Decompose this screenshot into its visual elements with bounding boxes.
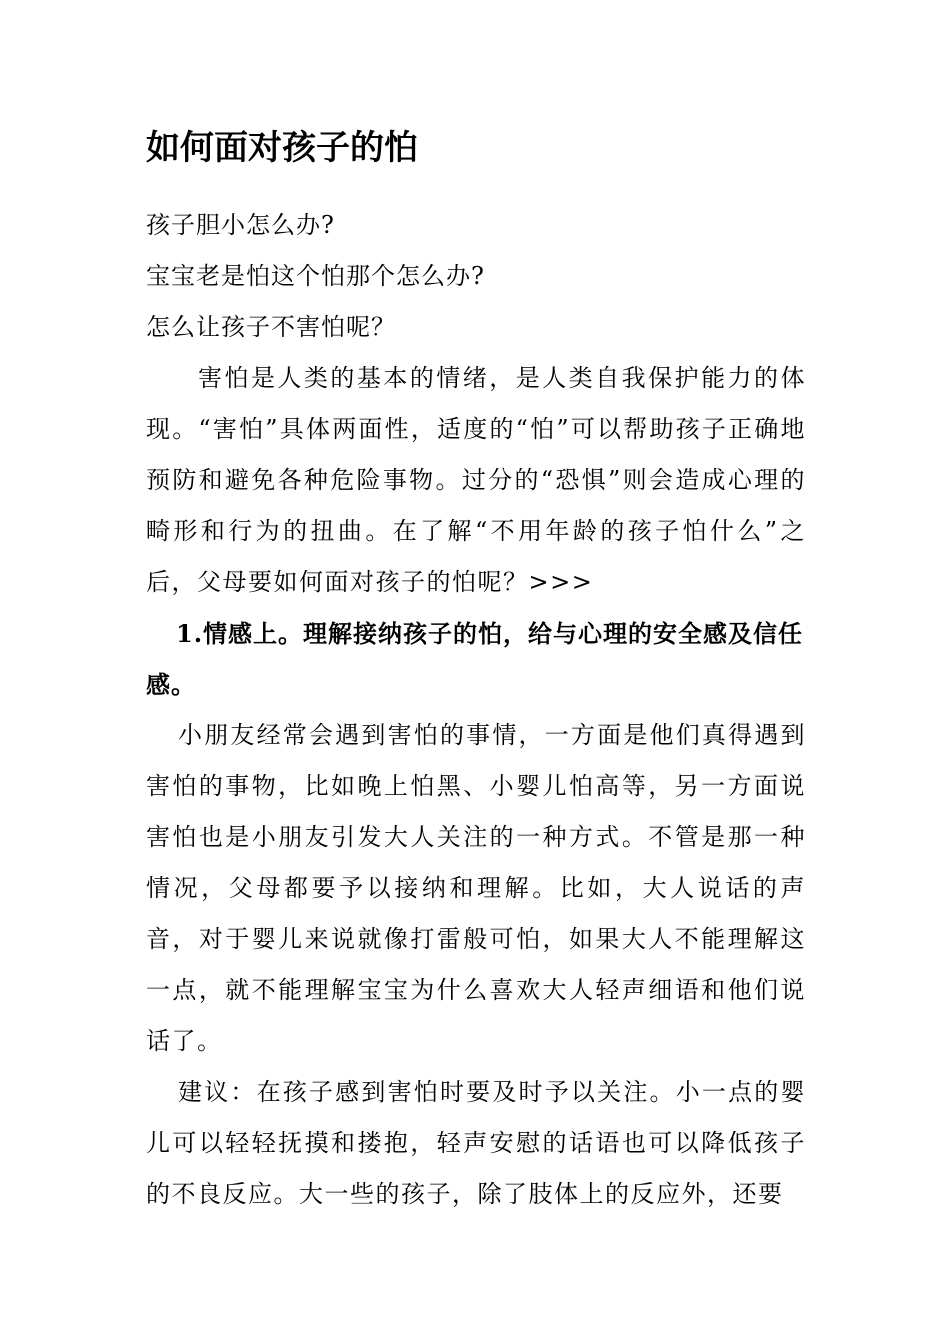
- question-line-3: 怎么让孩子不害怕呢？: [146, 313, 396, 341]
- question-line-1: 孩子胆小怎么办?: [146, 211, 335, 239]
- intro-paragraph: 害怕是人类的基本的情绪，是人类自我保护能力的体现。“害怕”具体两面性，适度的“怕”可以帮助孩子正确地预防和避免各种危险事物。过分的“恐惧”则会造成心理的畸形和行为的扭曲。在了解“不用年龄的孩子怕什么”之后，父母要如何面对孩子的怕呢？>>>: [146, 364, 806, 596]
- section-1-advice: 建议：在孩子感到害怕时要及时予以关注。小一点的婴儿可以轻轻抚摸和搂抱，轻声安慰的话语也可以降低孩子的不良反应。大一些的孩子，除了肢体上的反应外，还要: [146, 1078, 806, 1208]
- document-body: [146, 200, 806, 1220]
- document-title: 如何面对孩子的怕: [146, 128, 418, 168]
- section-1-paragraph: 小朋友经常会遇到害怕的事情，一方面是他们真得遇到害怕的事物，比如晚上怕黑、小婴儿怕高等，另一方面说害怕也是小朋友引发大人关注的一种方式。不管是那一种情况，父母都要予以接纳和理解。比如，大人说话的声音，对于婴儿来说就像打雷般可怕，如果大人不能理解这一点，就不能理解宝宝为什么喜欢大人轻声细语和他们说话了。: [146, 721, 806, 1055]
- question-line-2: 宝宝老是怕这个怕那个怎么办?: [146, 262, 485, 290]
- section-1-heading: 1.情感上。理解接纳孩子的怕，给与心理的安全感及信任感。: [146, 619, 804, 699]
